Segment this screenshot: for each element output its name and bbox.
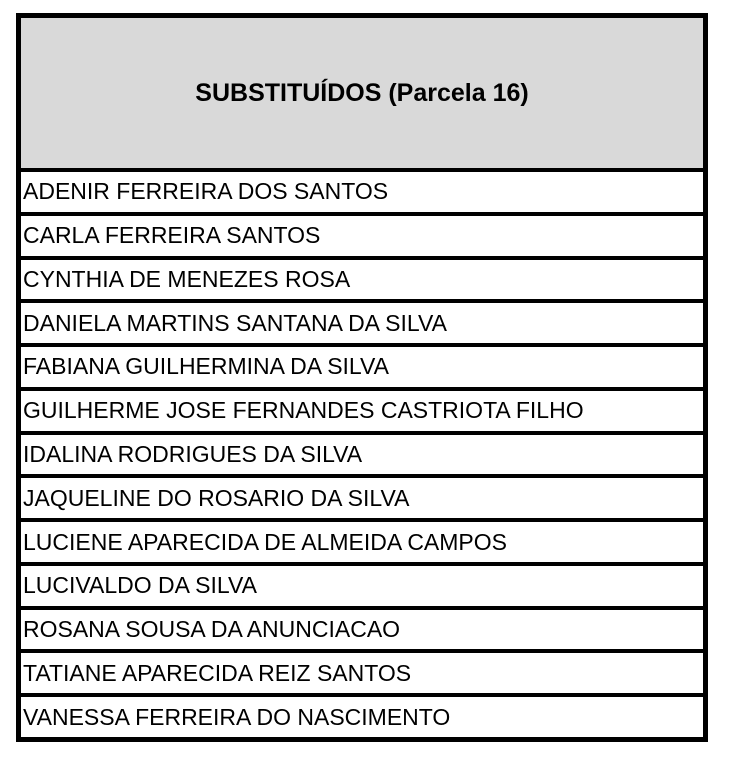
row-name-text: IDALINA RODRIGUES DA SILVA <box>23 440 363 467</box>
row-name-text: LUCIVALDO DA SILVA <box>23 572 257 599</box>
row-name-text: ADENIR FERREIRA DOS SANTOS <box>23 178 389 205</box>
row-name-text: FABIANA GUILHERMINA DA SILVA <box>23 353 389 380</box>
row-name-text: CARLA FERREIRA SANTOS <box>23 222 321 249</box>
row-name-text: CYNTHIA DE MENEZES ROSA <box>23 265 351 292</box>
row-name-text: VANESSA FERREIRA DO NASCIMENTO <box>23 703 451 730</box>
table-row <box>21 299 703 343</box>
table-row <box>21 474 703 518</box>
table-title: SUBSTITUÍDOS (Parcela 16) <box>195 78 529 107</box>
row-name-text: GUILHERME JOSE FERNANDES CASTRIOTA FILHO <box>23 397 584 424</box>
table-row <box>21 518 703 562</box>
row-name-text: LUCIENE APARECIDA DE ALMEIDA CAMPOS <box>23 528 507 555</box>
table-row <box>21 562 703 606</box>
substituidos-table <box>16 13 708 742</box>
table-row <box>21 693 703 737</box>
table-body <box>21 168 703 737</box>
row-name-text: JAQUELINE DO ROSARIO DA SILVA <box>23 484 410 511</box>
table-row <box>21 168 703 212</box>
table-header <box>21 18 703 168</box>
row-name-text: TATIANE APARECIDA REIZ SANTOS <box>23 659 412 686</box>
table-row <box>21 387 703 431</box>
table-row <box>21 431 703 475</box>
table-row <box>21 606 703 650</box>
table-row <box>21 649 703 693</box>
table-row <box>21 256 703 300</box>
table-row <box>21 343 703 387</box>
row-name-text: DANIELA MARTINS SANTANA DA SILVA <box>23 309 447 336</box>
table-row <box>21 212 703 256</box>
row-name-text: ROSANA SOUSA DA ANUNCIACAO <box>23 616 401 643</box>
